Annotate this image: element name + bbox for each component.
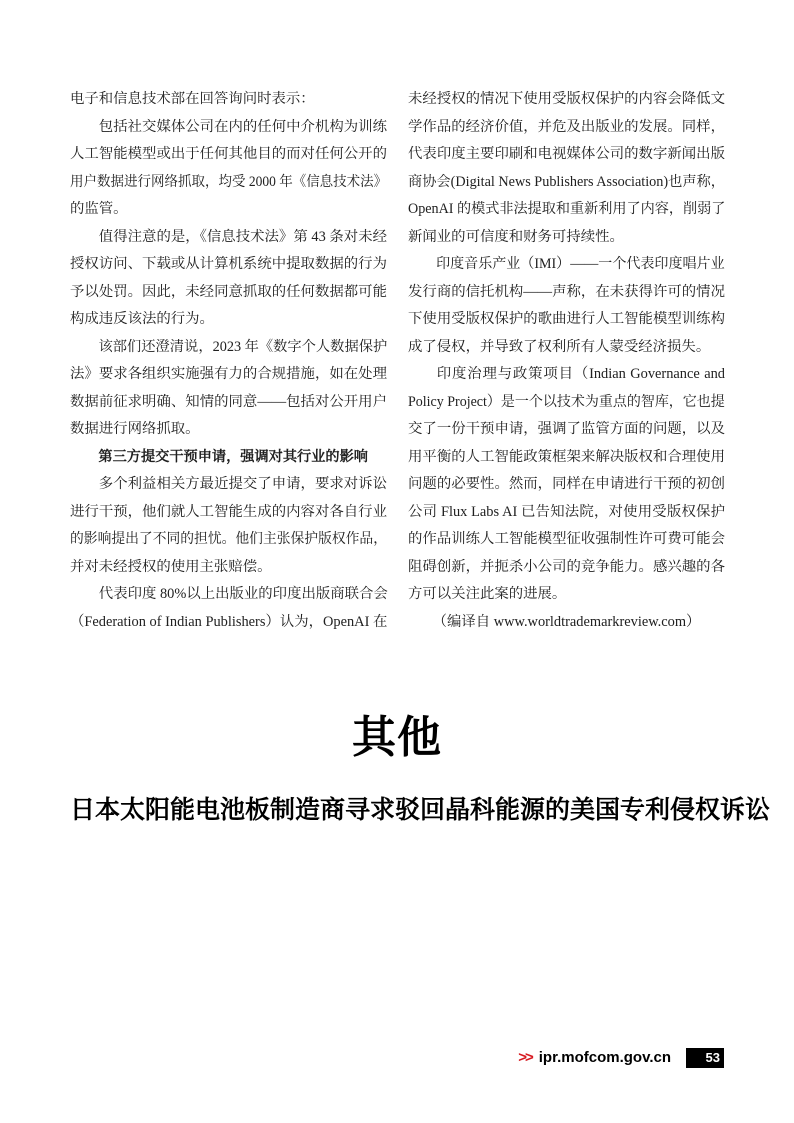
source-attribution: （编译自 www.worldtrademarkreview.com）	[432, 613, 701, 630]
body-line: 授权访问、下载或从计算机系统中提取数据的行为	[70, 256, 387, 272]
body-line: 多个利益相关方最近提交了申请，要求对诉讼	[98, 476, 387, 492]
body-line: 构成违反该法的行为。	[70, 311, 214, 327]
body-line: 的作品训练人工智能模型征收强制性许可费可能会	[408, 531, 725, 547]
body-line: 包括社交媒体公司在内的任何中介机构为训练	[98, 118, 387, 135]
section-heading: 其他	[352, 713, 442, 762]
left-column	[70, 86, 387, 636]
page-number-badge	[686, 1048, 724, 1068]
body-line: 学作品的经济价值，并危及出版业的发展。同样，	[408, 118, 725, 135]
body-line: 印度治理与政策项目（Indian Governance and	[436, 366, 725, 382]
body-line: 新闻业的可信度和财务可持续性。	[408, 228, 624, 245]
body-line: 印度音乐产业（IMI）——一个代表印度唱片业	[436, 256, 725, 272]
body-line: 人工智能模型或出于任何其他目的而对任何公开的	[70, 146, 387, 162]
body-line: 的影响提出了不同的担忧。他们主张保护版权作品，	[70, 531, 387, 547]
body-line: 商协会(Digital News Publishers Association)也声称，	[408, 173, 725, 190]
body-line: （Federation of Indian Publishers）认为，OpenAI 在	[70, 613, 388, 630]
body-line: 方可以关注此案的进展。	[408, 586, 567, 602]
page-number: 53	[705, 1050, 720, 1065]
body-line: Policy Project）是一个以技术为重点的智库，它也提	[408, 393, 725, 410]
body-line: 的监管。	[70, 201, 128, 217]
body-line: 该部们还澄清说，2023 年《数字个人数据保护	[98, 338, 388, 355]
body-line: 问题的必要性。然而，同样在申请进行干预的初创	[408, 476, 725, 492]
body-line: 进行干预，他们就人工智能生成的内容对各自行业	[70, 503, 387, 520]
subsection-heading: 第三方提交干预申请，强调对其行业的影响	[98, 448, 368, 465]
body-line: 代表印度 80%以上出版业的印度出版商联合会	[98, 586, 388, 602]
body-line: OpenAI 的模式非法提取和重新利用了内容，削弱了	[408, 201, 726, 217]
body-line: 电子和信息技术部在回答询问时表示：	[70, 91, 315, 107]
body-line: 下使用受版权保护的歌曲进行人工智能模型训练构	[408, 311, 725, 327]
body-line: 交了一份干预申请，强调了监管方面的问题，以及	[408, 421, 725, 437]
page-footer	[518, 1047, 724, 1068]
article-title: 日本太阳能电池板制造商寻求驳回晶科能源的美国专利侵权诉讼	[70, 796, 771, 824]
body-line: 未经授权的情况下使用受版权保护的内容会降低文	[408, 91, 725, 107]
body-line: 用平衡的人工智能政策框架来解决版权和合理使用	[408, 448, 725, 465]
body-line: 阻碍创新，并扼杀小公司的竞争能力。感兴趣的各	[408, 558, 725, 575]
body-line: 数据前征求明确、知情的同意——包括对公开用户	[70, 393, 387, 410]
body-line: 予以处罚。因此，未经同意抓取的任何数据都可能	[70, 283, 387, 300]
body-line: 公司 Flux Labs AI 已告知法院，对使用受版权保护	[408, 503, 725, 520]
body-line: 并对未经授权的使用主张赔偿。	[70, 558, 272, 575]
body-line: 发行商的信托机构——声称，在未获得许可的情况	[408, 283, 725, 300]
right-column	[408, 86, 725, 636]
body-line: 法》要求各组织实施强有力的合规措施，如在处理	[70, 366, 387, 382]
body-line: 数据进行网络抓取。	[70, 421, 200, 437]
double-chevron-icon: >>	[518, 1049, 532, 1066]
body-line: 代表印度主要印刷和电视媒体公司的数字新闻出版	[408, 146, 725, 162]
body-line: 值得注意的是，《信息技术法》第 43 条对未经	[98, 228, 387, 245]
body-line: 用户数据进行网络抓取，均受 2000 年《信息技术法》	[70, 173, 388, 190]
site-url: ipr.mofcom.gov.cn	[538, 1049, 671, 1066]
body-line: 成了侵权，并导致了权利所有人蒙受经济损失。	[408, 338, 711, 355]
